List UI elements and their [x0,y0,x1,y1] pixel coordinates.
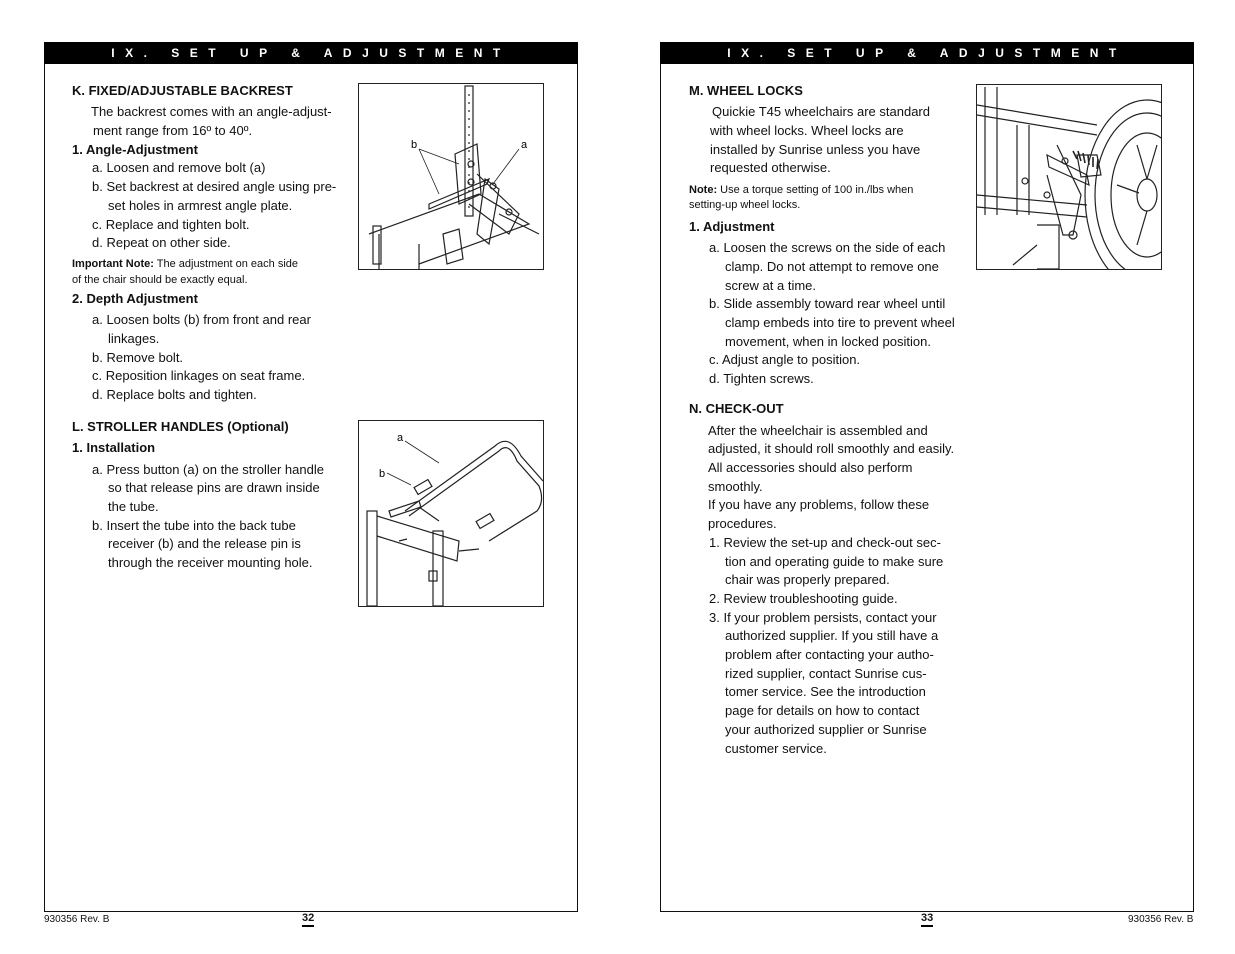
n-step-3-cont-5: page for details on how to contact [725,703,920,718]
stroller-label-a: a [397,432,404,444]
angle-step-b-cont: set holes in armrest angle plate. [108,198,293,213]
n-step-2: 2. Review troubleshooting guide. [709,591,898,606]
backrest-label-b: b [411,139,418,151]
stroller-handle-illustration [359,421,543,606]
torque-note [689,182,913,198]
backrest-label-a: a [521,139,528,151]
k-intro-line-1: The backrest comes with an angle-adjust- [91,104,332,119]
section-l-title [72,419,289,434]
depth-adjustment-title: 2. Depth Adjustment [72,291,198,306]
install-step-b: b. Insert the tube into the back tube [92,518,296,533]
n-step-3-cont-4: tomer service. See the introduction [725,684,926,699]
n-step-3-cont-3: rized supplier, contact Sunrise cus- [725,666,927,681]
install-step-a-cont-1: so that release pins are drawn inside [108,480,320,495]
adjustment-title: 1. Adjustment [689,219,775,234]
left-page-number: 32 [302,912,314,927]
adj-step-b: b. Slide assembly toward rear wheel until [709,296,946,311]
n-step-1: 1. Review the set-up and check-out sec- [709,535,941,550]
install-step-a-cont-2: the tube. [108,499,159,514]
n-intro-line-1: After the wheelchair is assembled and [708,423,928,438]
n-intro-line-3: All accessories should also perform [708,460,913,475]
depth-step-a-cont: linkages. [108,331,160,346]
n-step-3-cont-7: customer service. [725,741,827,756]
torque-note-line-1: Use a torque setting of 100 in./lbs when [720,184,914,196]
adj-step-b-cont-1: clamp embeds into tire to prevent wheel [725,315,955,330]
n-intro-line-2: adjusted, it should roll smoothly and easily. [708,441,955,456]
section-k-title: K. FIXED/ADJUSTABLE BACKREST [72,83,293,98]
angle-adjustment-title: 1. Angle-Adjustment [72,142,198,157]
n-step-3-cont-6: your authorized supplier or Sunrise [725,722,927,737]
installation-title: 1. Installation [72,440,156,455]
wheel-lock-figure [976,84,1162,270]
important-note [72,256,298,272]
depth-step-d: d. Replace bolts and tighten. [92,387,257,402]
backrest-figure [358,83,544,270]
depth-step-a: a. Loosen bolts (b) from front and rear [92,312,311,327]
n-step-3: 3. If your problem persists, contact your [709,610,937,625]
angle-step-c: c. Replace and tighten bolt. [92,217,250,232]
adj-step-c: c. Adjust angle to position. [709,352,861,367]
right-doc-number: 930356 Rev. B [1128,914,1194,925]
important-note-label: Important Note: [72,258,154,270]
m-intro-line-2: with wheel locks. Wheel locks are [710,123,904,138]
install-step-a: a. Press button (a) on the stroller handle [92,462,324,477]
stroller-label-b: b [379,468,386,480]
n-step-3-cont-1: authorized supplier. If you still have a [725,628,939,643]
adj-step-d: d. Tighten screws. [709,371,814,386]
section-n-title: N. CHECK-OUT [689,401,784,416]
torque-note-line-2: setting-up wheel locks. [689,199,801,211]
left-header-bar: IX. SET UP & ADJUSTMENT [44,42,578,64]
section-m-title: M. WHEEL LOCKS [689,83,803,98]
m-intro-line-3: installed by Sunrise unless you have [710,142,921,157]
n-intro-line-5: If you have any problems, follow these [708,497,930,512]
adj-step-b-cont-2: movement, when in locked position. [725,334,931,349]
depth-step-c: c. Reposition linkages on seat frame. [92,368,306,383]
right-header-bar: IX. SET UP & ADJUSTMENT [660,42,1194,64]
angle-step-b: b. Set backrest at desired angle using pre- [92,179,337,194]
k-intro-line-2: ment range from 16º to 40º. [93,123,253,138]
wheel-lock-illustration [977,85,1161,269]
install-step-b-cont-2: through the receiver mounting hole. [108,555,313,570]
n-step-1-cont-1: tion and operating guide to make sure [725,554,944,569]
backrest-illustration [359,84,543,269]
adj-step-a-cont-1: clamp. Do not attempt to remove one [725,259,939,274]
m-intro-line-1: Quickie T45 wheelchairs are standard [712,104,930,119]
n-intro-line-4: smoothly. [708,479,763,494]
torque-note-label: Note: [689,184,718,196]
adj-step-a: a. Loosen the screws on the side of each [709,240,946,255]
depth-step-b: b. Remove bolt. [92,350,184,365]
important-note-line-1: The adjustment on each side [156,258,299,270]
stroller-handle-figure [358,420,544,607]
section-l-optional: (Optional) [227,419,289,434]
left-doc-number: 930356 Rev. B [44,914,110,925]
install-step-b-cont-1: receiver (b) and the release pin is [108,536,301,551]
adj-step-a-cont-2: screw at a time. [725,278,817,293]
important-note-line-2: of the chair should be exactly equal. [72,274,248,286]
n-step-3-cont-2: problem after contacting your autho- [725,647,934,662]
right-page-number: 33 [921,912,933,927]
angle-step-d: d. Repeat on other side. [92,235,231,250]
angle-step-a: a. Loosen and remove bolt (a) [92,160,266,175]
section-l-title-text: L. STROLLER HANDLES [72,419,224,434]
n-step-1-cont-2: chair was properly prepared. [725,572,890,587]
m-intro-line-4: requested otherwise. [710,160,831,175]
n-intro-line-6: procedures. [708,516,777,531]
